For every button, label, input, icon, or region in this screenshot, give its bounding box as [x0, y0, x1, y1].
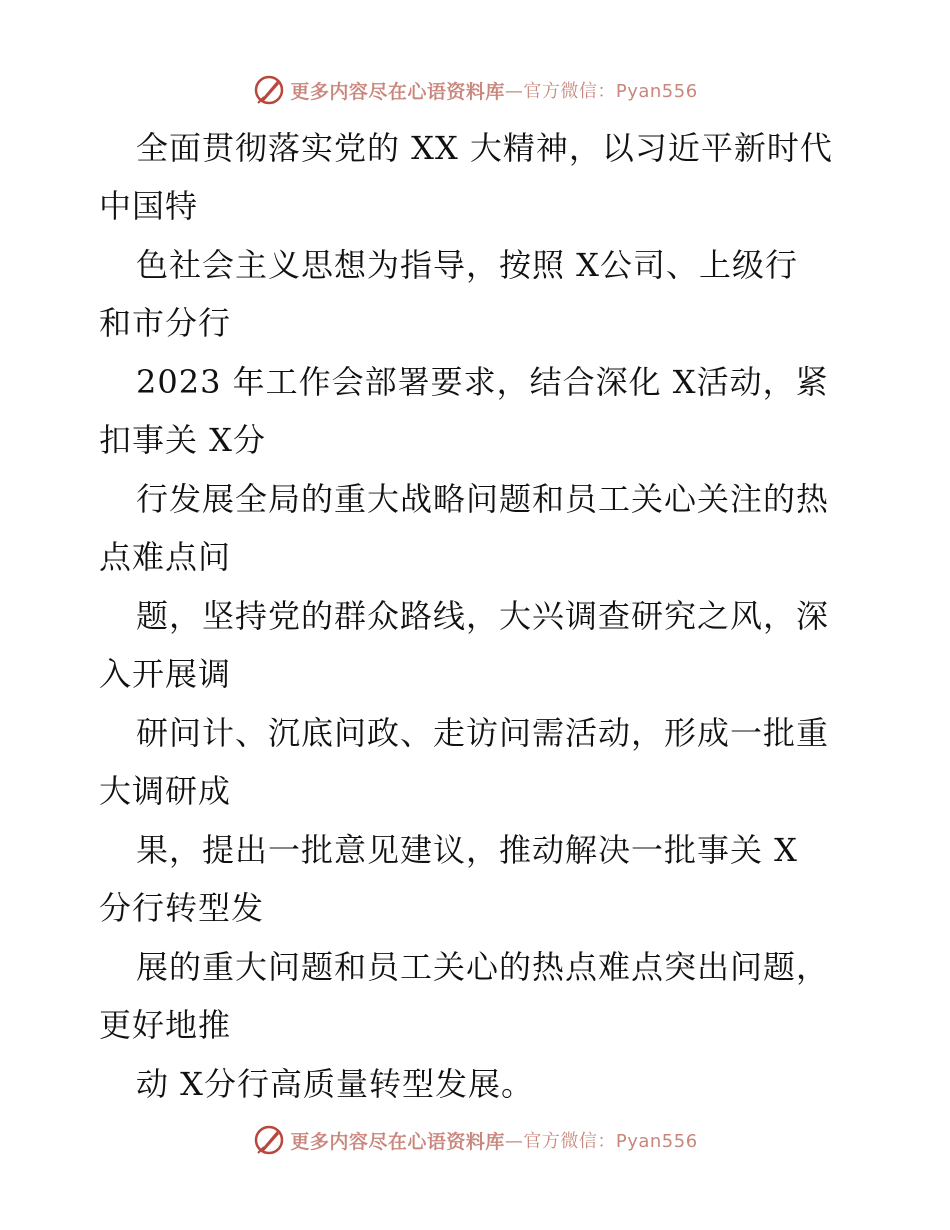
header-banner-lead: 更多内容尽在心语资料库 [290, 80, 505, 103]
text-line: 色社会主义思想为指导，按照 X公司、上级行 [136, 246, 798, 284]
footer-banner-wechat: —官方微信：Pyan556 [504, 1131, 698, 1152]
text-line: 研问计、沉底问政、走访问需活动，形成一批重 [136, 714, 830, 752]
text-line: 全面贯彻落实党的 XX 大精神，以习近平新时代 [136, 129, 833, 167]
text-line: 动 X分行高质量转型发展。 [136, 1065, 534, 1103]
text-line: 中国特 [99, 187, 199, 225]
text-line: 题，坚持党的群众路线，大兴调查研究之风，深 [136, 597, 830, 635]
text-line: 入开展调 [99, 655, 232, 693]
text-line: 更好地推 [99, 1006, 232, 1044]
text-line: 2023 年工作会部署要求，结合深化 X活动，紧 [136, 363, 829, 401]
text-line: 果，提出一批意见建议，推动解决一批事关 X [136, 831, 798, 869]
footer-banner [0, 1120, 950, 1160]
text-line: 大调研成 [99, 772, 232, 810]
text-line: 展的重大问题和员工关心的热点难点突出问题， [136, 948, 830, 986]
text-line: 行发展全局的重大战略问题和员工关心关注的热 [136, 480, 830, 518]
quill-logo-icon [252, 1123, 286, 1157]
text-line: 分行转型发 [99, 889, 265, 927]
text-line: 点难点问 [99, 538, 232, 576]
header-banner-wechat: —官方微信：Pyan556 [504, 81, 698, 102]
text-line: 扣事关 X分 [99, 421, 266, 459]
footer-banner-lead: 更多内容尽在心语资料库 [290, 1130, 505, 1153]
text-line: 和市分行 [99, 304, 232, 342]
